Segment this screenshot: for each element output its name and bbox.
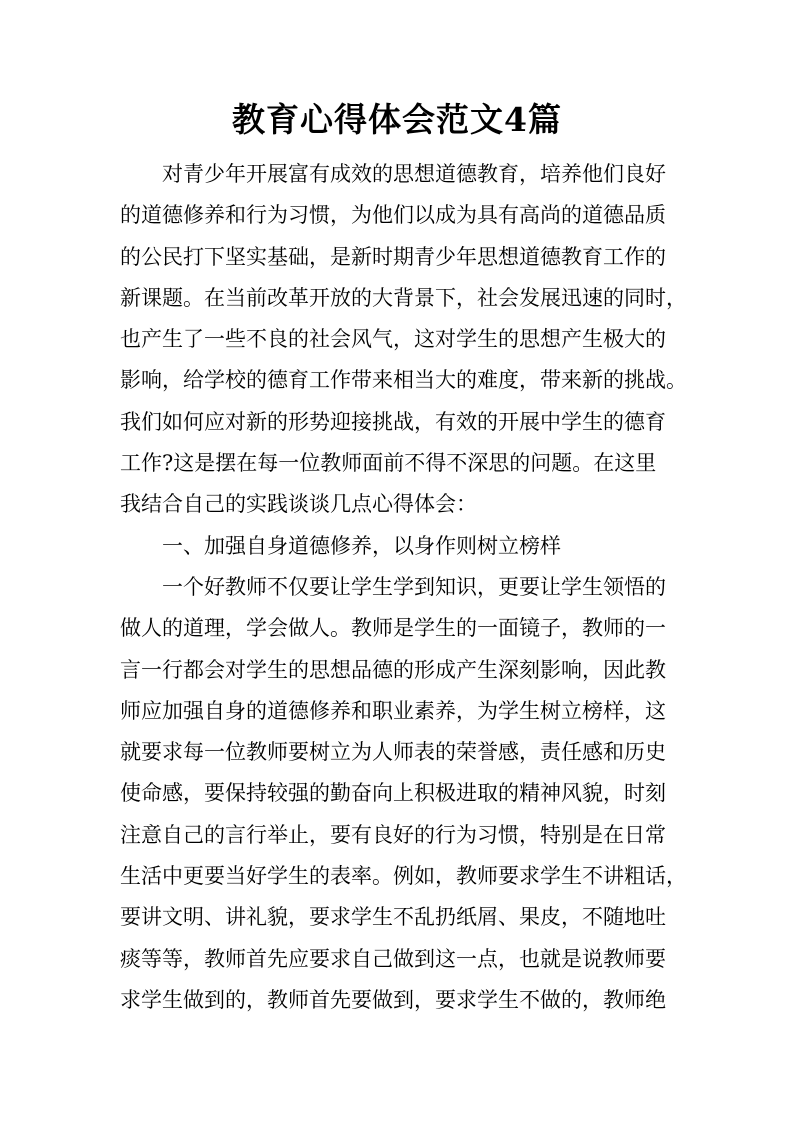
paragraph-line: 痰等等，教师首先应要求自己做到这一点，也就是说教师要 — [120, 946, 666, 971]
paragraph-line: 使命感，要保持较强的勤奋向上积极进取的精神风貌，时刻 — [120, 781, 666, 806]
paragraph-line: 就要求每一位教师要树立为人师表的荣誉感，责任感和历史 — [120, 740, 666, 765]
paragraph-line: 对青少年开展富有成效的思想道德教育，培养他们良好 — [162, 162, 666, 186]
section-heading: 一、加强自身道德修养，以身作则树立榜样 — [162, 533, 561, 558]
paragraph-line: 我结合自己的实践谈谈几点心得体会： — [120, 492, 477, 517]
paragraph-line: 做人的道理，学会做人。教师是学生的一面镜子，教师的一 — [120, 616, 666, 641]
paragraph-line: 注意自己的言行举止，要有良好的行为习惯，特别是在日常 — [120, 822, 666, 847]
paragraph-line: 一个好教师不仅要让学生学到知识，更要让学生领悟的 — [162, 574, 666, 599]
paragraph-line: 师应加强自身的道德修养和职业素养，为学生树立榜样，这 — [120, 698, 666, 723]
paragraph-line: 的道德修养和行为习惯，为他们以成为具有高尚的道德品质 — [120, 203, 666, 228]
paragraph-line: 新课题。在当前改革开放的大背景下，社会发展迅速的同时， — [120, 285, 687, 310]
document-body — [120, 154, 687, 1021]
document-title: 教育心得体会范文4篇 — [232, 100, 562, 139]
paragraph-line: 言一行都会对学生的思想品德的形成产生深刻影响，因此教 — [120, 657, 666, 682]
paragraph-line: 我们如何应对新的形势迎接挑战，有效的开展中学生的德育 — [120, 409, 666, 434]
paragraph-line: 的公民打下坚实基础，是新时期青少年思想道德教育工作的 — [120, 244, 666, 269]
paragraph-line: 求学生做到的，教师首先要做到，要求学生不做的，教师绝 — [120, 987, 666, 1012]
paragraph-line: 也产生了一些不良的社会风气，这对学生的思想产生极大的 — [120, 327, 666, 352]
paragraph-line: 要讲文明、讲礼貌，要求学生不乱扔纸屑、果皮，不随地吐 — [120, 905, 666, 930]
paragraph-line: 生活中更要当好学生的表率。例如，教师要求学生不讲粗话， — [120, 864, 687, 889]
paragraph-line: 工作?这是摆在每一位教师面前不得不深思的问题。在这里 — [120, 451, 657, 476]
paragraph-line: 影响，给学校的德育工作带来相当大的难度，带来新的挑战。 — [120, 368, 687, 393]
